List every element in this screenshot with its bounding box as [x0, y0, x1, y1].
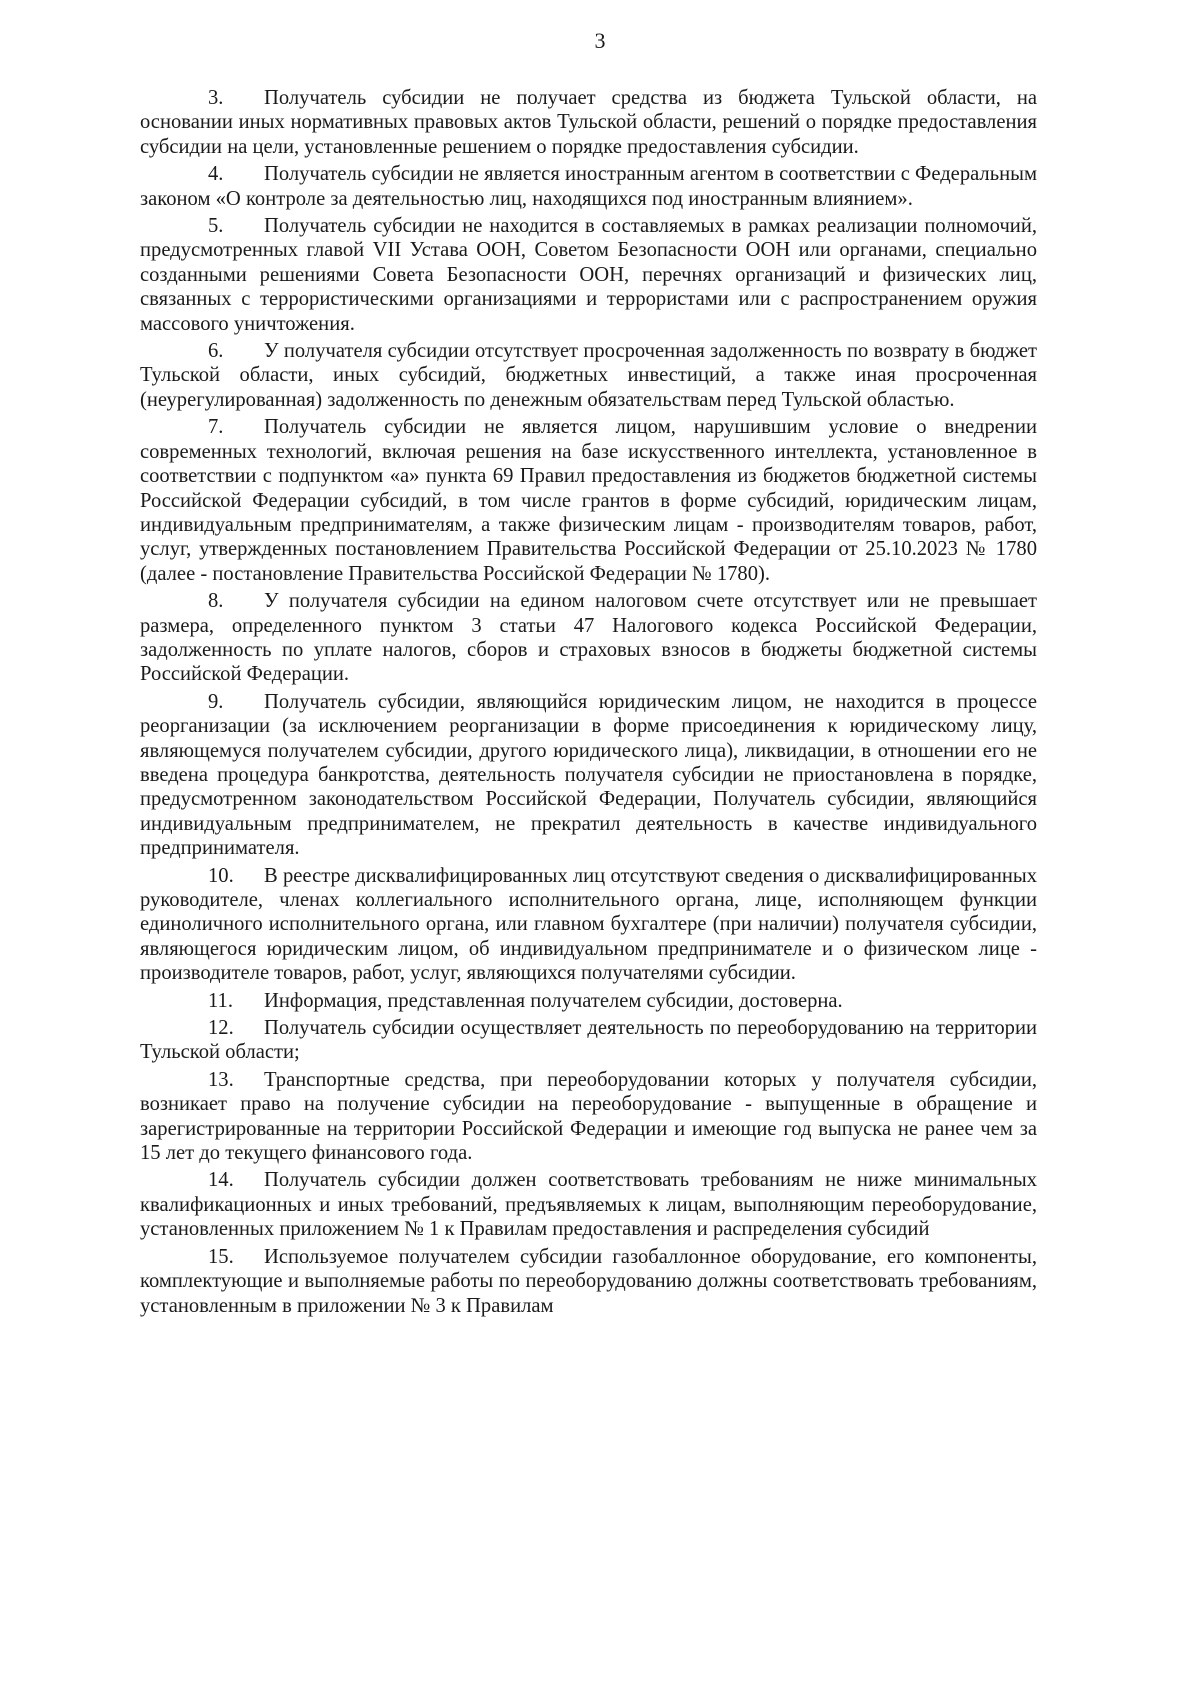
- item-text: Получатель субсидии не является лицом, нарушившим условие о внедрении современных технологий, включая решения на базе искусственного интеллекта, установленное в соответствии с подпунктом «а» пункта 69 Правил предоставления из бюджетов бюджетной системы Российской Федерации субсидий, в том числе грантов в форме субсидий, юридическим лицам, индивидуальным предпринимателям, а также физическим лицам - производителям товаров, работ, услуг, утвержденных постановлением Правительства Российской Федерации от 25.10.2023 № 1780 (далее - постановление Правительства Российской Федерации № 1780).: [140, 416, 1037, 585]
- item-number: 14.: [208, 1169, 234, 1192]
- item-number: 10.: [208, 864, 234, 887]
- item-text: Используемое получателем субсидии газобаллонное оборудование, его компоненты, комплектующие и выполняемые работы по переоборудованию должны соответствовать требованиям, установленным в приложении № 3 к Правилам: [140, 1245, 1037, 1317]
- list-item: [140, 162, 1037, 211]
- item-number: 5.: [208, 215, 224, 238]
- list-item: [140, 339, 1037, 412]
- list-item: [140, 1168, 1037, 1241]
- item-text: У получателя субсидии на едином налоговом счете отсутствует или не превышает размера, определенного пунктом 3 статьи 47 Налогового кодекса Российской Федерации, задолженность по уплате налогов, сборов и страховых взносов в бюджеты бюджетной системы Российской Федерации.: [140, 590, 1037, 686]
- document-body: [140, 86, 1037, 1321]
- list-item: [140, 1016, 1037, 1065]
- item-number: 8.: [208, 590, 224, 613]
- item-number: 3.: [208, 87, 224, 109]
- item-text: Получатель субсидии осуществляет деятельность по переоборудованию на территории Тульской области;: [140, 1017, 1037, 1064]
- item-number: 12.: [208, 1017, 234, 1040]
- list-item: [140, 415, 1037, 586]
- list-item: [140, 989, 1037, 1013]
- item-number: 15.: [208, 1245, 234, 1268]
- item-text: Информация, представленная получателем субсидии, достоверна.: [264, 989, 843, 1012]
- item-text: Получатель субсидии, являющийся юридическим лицом, не находится в процессе реорганизации (за исключением реорганизации в форме присоединения к юридическому лицу, являющемуся получателем субсидии, другого юридического лица), ликвидации, в отношении его не введена процедура банкротства, деятельность получателя субсидии не приостановлена в порядке, предусмотренном законодательством Российской Федерации, Получатель субсидии, являющийся индивидуальным предпринимателем, не прекратил деятельность в качестве индивидуального предпринимателя.: [140, 690, 1037, 860]
- item-number: 4.: [208, 163, 224, 186]
- item-text: Транспортные средства, при переоборудовании которых у получателя субсидии, возникает право на получение субсидии на переоборудование - выпущенные в обращение и зарегистрированные на территории Российской Федерации и имеющие год выпуска не ранее чем за 15 лет до текущего финансового года.: [140, 1068, 1037, 1165]
- list-item: [140, 690, 1037, 861]
- list-item: [140, 214, 1037, 336]
- list-item: [140, 1245, 1037, 1318]
- item-text: Получатель субсидии должен соответствовать требованиям не ниже минимальных квалификационных и иных требований, предъявляемых к лицам, выполняющим переоборудование, установленных приложением № 1 к Правилам предоставления и распределения субсидий: [140, 1169, 1037, 1241]
- item-number: 7.: [208, 416, 224, 439]
- list-item: [140, 864, 1037, 986]
- list-item: [140, 1068, 1037, 1166]
- item-number: 13.: [208, 1068, 234, 1091]
- item-text: Получатель субсидии не получает средства из бюджета Тульской области, на основании иных нормативных правовых актов Тульской области, решений о порядке предоставления субсидии на цели, установленные решением о порядке предоставления субсидии.: [140, 87, 1037, 158]
- item-text: В реестре дисквалифицированных лиц отсутствуют сведения о дисквалифицированных руководителе, членах коллегиального исполнительного органа, лице, исполняющем функции единоличного исполнительного органа, или главном бухгалтере (при наличии) получателя субсидии, являющегося юридическим лицом, об индивидуальном предпринимателе и о физическом лице - производителе товаров, работ, услуг, являющихся получателями субсидии.: [140, 864, 1037, 985]
- page-number: 3: [594, 28, 606, 53]
- item-number: 11.: [208, 989, 233, 1012]
- item-text: Получатель субсидии не находится в составляемых в рамках реализации полномочий, предусмотренных главой VII Устава ООН, Советом Безопасности ООН или органами, специально созданными решениями Совета Безопасности ООН, перечнях организаций и физических лиц, связанных с террористическими организациями и террористами или с распространением оружия массового уничтожения.: [140, 215, 1037, 335]
- item-number: 9.: [208, 690, 224, 713]
- item-text: Получатель субсидии не является иностранным агентом в соответствии с Федеральным законом «О контроле за деятельностью лиц, находящихся под иностранным влиянием».: [140, 163, 1037, 210]
- item-text: У получателя субсидии отсутствует просроченная задолженность по возврату в бюджет Тульской области, иных субсидий, бюджетных инвестиций, а также иная просроченная (неурегулированная) задолженность по денежным обязательствам перед Тульской областью.: [140, 340, 1037, 411]
- list-item: [140, 589, 1037, 687]
- item-number: 6.: [208, 340, 224, 363]
- list-item: [140, 86, 1037, 159]
